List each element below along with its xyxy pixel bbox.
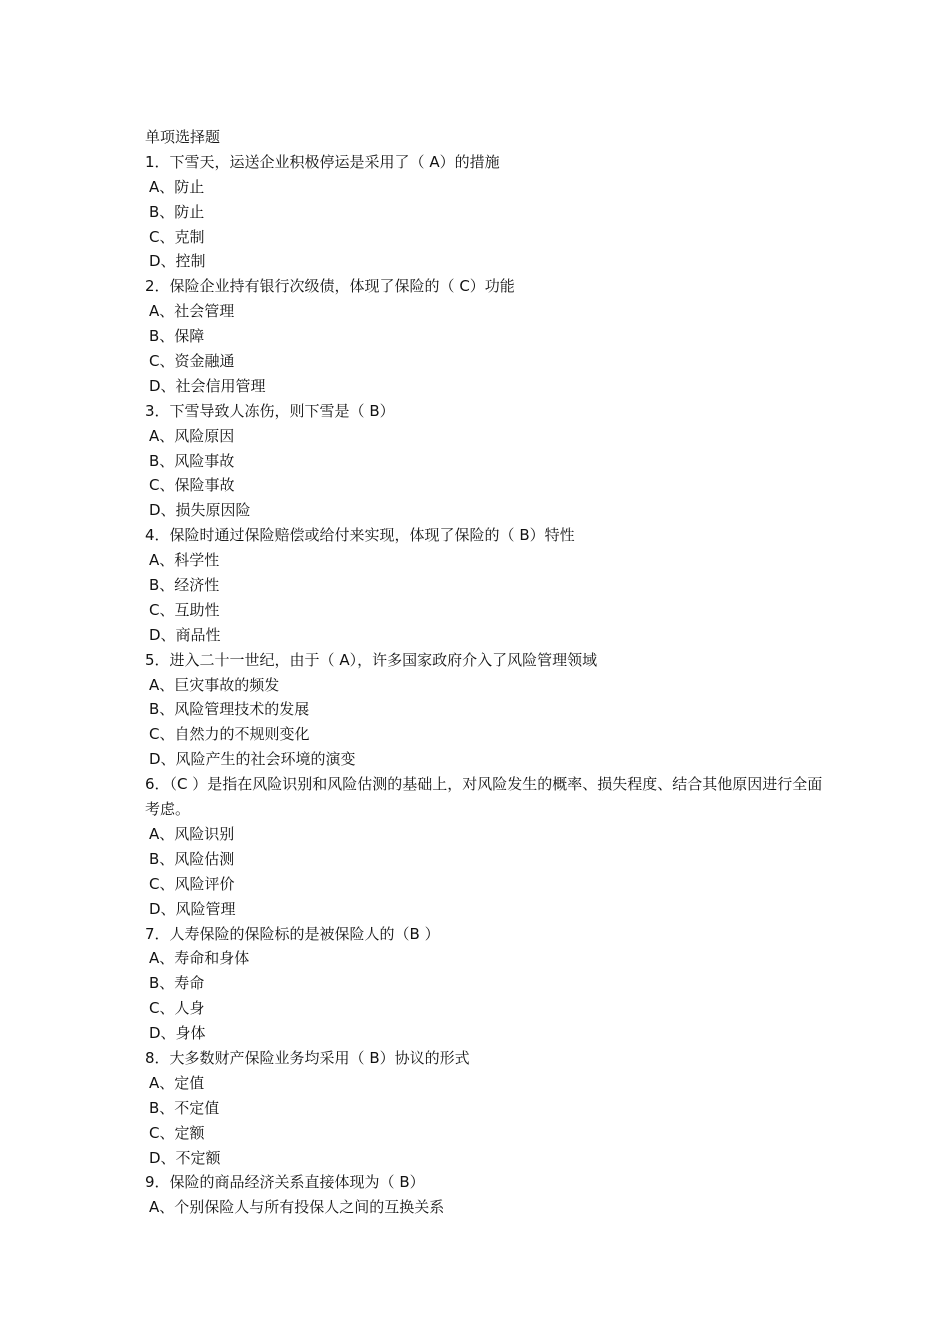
- option-d: D、商品性: [149, 625, 221, 644]
- option-a: A、风险识别: [149, 824, 235, 843]
- option-c: C、风险评价: [149, 874, 235, 893]
- question-stem-7: 7．人寿保险的保险标的是被保险人的（B ）: [145, 924, 440, 943]
- option-d: D、社会信用管理: [149, 376, 266, 395]
- option-c: C、定额: [149, 1123, 205, 1142]
- option-c: C、自然力的不规则变化: [149, 725, 310, 744]
- question-stem-8: 8．大多数财产保险业务均采用（ B）协议的形式: [145, 1048, 470, 1067]
- option-c: C、克制: [149, 227, 205, 246]
- option-b: B、不定值: [149, 1098, 220, 1117]
- option-a: A、风险原因: [149, 426, 235, 445]
- option-d: D、不定额: [149, 1148, 221, 1167]
- option-b: B、保障: [149, 327, 205, 346]
- question-stem-5: 5．进入二十一世纪，由于（ A），许多国家政府介入了风险管理领域: [145, 650, 598, 669]
- option-a: A、科学性: [149, 551, 220, 570]
- option-d: D、风险产生的社会环境的演变: [149, 750, 356, 769]
- option-b: B、防止: [149, 202, 205, 221]
- question-stem-2: 2．保险企业持有银行次级债，体现了保险的（ C）功能: [145, 277, 515, 296]
- option-c: C、互助性: [149, 600, 220, 619]
- option-b: B、经济性: [149, 576, 220, 595]
- option-a: A、巨灾事故的频发: [149, 675, 280, 694]
- question-stem-1: 1．下雪天，运送企业积极停运是采用了（ A）的措施: [145, 152, 500, 171]
- option-c: C、人身: [149, 999, 205, 1018]
- question-stem-9: 9．保险的商品经济关系直接体现为（ B）: [145, 1173, 425, 1192]
- question-stem-3: 3．下雪导致人冻伤，则下雪是（ B）: [145, 401, 395, 420]
- option-a: A、社会管理: [149, 302, 235, 321]
- option-a: A、个别保险人与所有投保人之间的互换关系: [149, 1198, 445, 1217]
- option-a: A、寿命和身体: [149, 949, 250, 968]
- option-b: B、风险管理技术的发展: [149, 700, 310, 719]
- option-b: B、风险事故: [149, 451, 235, 470]
- section-title: 单项选择题: [145, 128, 221, 146]
- question-stem-6: 6．（C ）是指在风险识别和风险估测的基础上，对风险发生的概率、损失程度、结合其他原因进行全面考虑。: [145, 775, 823, 819]
- option-a: A、定值: [149, 1073, 205, 1092]
- option-d: D、损失原因险: [149, 501, 251, 520]
- option-b: B、风险估测: [149, 849, 235, 868]
- option-d: D、控制: [149, 252, 206, 271]
- question-stem-4: 4．保险时通过保险赔偿或给付来实现，体现了保险的（ B）特性: [145, 526, 575, 545]
- option-d: D、风险管理: [149, 899, 236, 918]
- document-body: [145, 125, 825, 1220]
- option-c: C、保险事故: [149, 476, 235, 495]
- option-a: A、防止: [149, 177, 205, 196]
- option-c: C、资金融通: [149, 352, 235, 371]
- option-d: D、身体: [149, 1024, 206, 1043]
- option-b: B、寿命: [149, 974, 205, 993]
